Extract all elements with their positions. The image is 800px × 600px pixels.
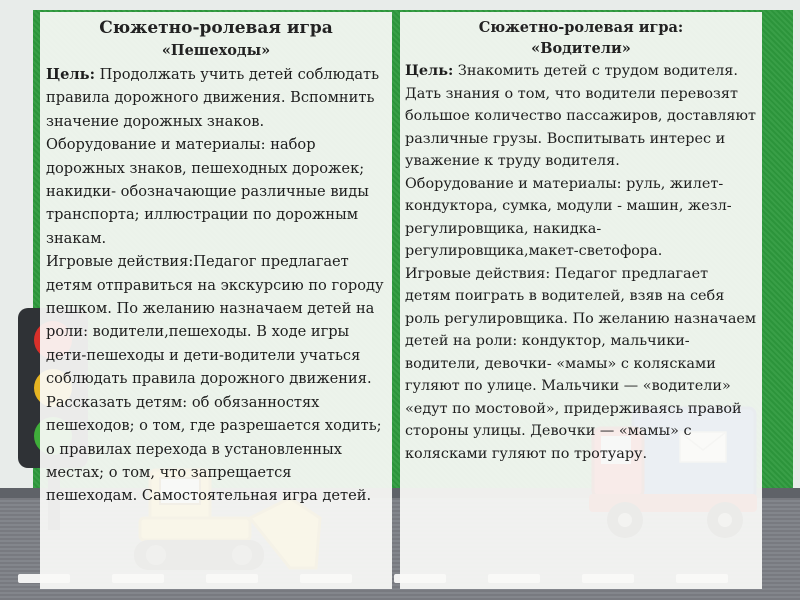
goal-label: Цель: (46, 66, 95, 83)
panel-body (40, 63, 392, 508)
equipment-paragraph: Оборудование и материалы: набор дорожных знаков, пешеходных дорожек; накидки- обозначающие различные виды транспорта; иллюстрации по дорожным знакам. (46, 136, 369, 247)
equipment-paragraph: Оборудование и материалы: руль, жилет- кондуктора, сумка, модули - машин, жезл-регулировщика, накидка-регулировщика,макет-светофора. (405, 175, 732, 259)
actions-paragraph: Игровые действия:Педагог предлагает детям отправиться на экскурсию по городу пешком. По желанию назначаем детей на роли: водители,пешеходы. В ходе игры дети-пешеходы и дети-водители учаться соблюдать правила дорожного движения. Рассказать детям: об обязанностях пешеходов; о том, где разрешается ходить; о правилах перехода в установленных местах; о том, что запрещается пешеходам. Самостоятельная игра детей. (46, 253, 384, 505)
goal-paragraph (46, 63, 386, 133)
panel-subtitle: «Пешеходы» (161, 42, 271, 59)
goal-text: Продолжать учить детей соблюдать правила дорожного движения. Вспомнить значение дорожных знаков. (46, 66, 380, 130)
goal-label: Цель: (405, 62, 454, 79)
goal-paragraph (405, 60, 758, 173)
right-panel (400, 12, 762, 589)
left-panel (40, 12, 392, 589)
goal-text: Знакомить детей с трудом водителя. Дать знания о том, что водители перевозят большое количество пассажиров, доставляют различные грузы. Воспитывать интерес и уважение к труду водителя. (405, 63, 756, 169)
actions-paragraph: Игровые действия: Педагог предлагает детям поиграть в водителей, взяв на себя роль регулировщика. По желанию назначаем детей на роли: кондуктор, мальчики-водители, девочки- «мамы» с колясками гуляют по улице. Мальчики — «водители» «едут по мостовой», придерживаясь правой стороны улицы. Девочки — «мамы» с колясками гуляют по тротуару. (405, 265, 757, 462)
panel-title: Сюжетно-ролевая игра: (478, 19, 684, 36)
panel-subtitle: «Водители» (531, 40, 631, 57)
panel-body (400, 60, 762, 465)
panel-title: Сюжетно-ролевая игра (99, 18, 333, 38)
